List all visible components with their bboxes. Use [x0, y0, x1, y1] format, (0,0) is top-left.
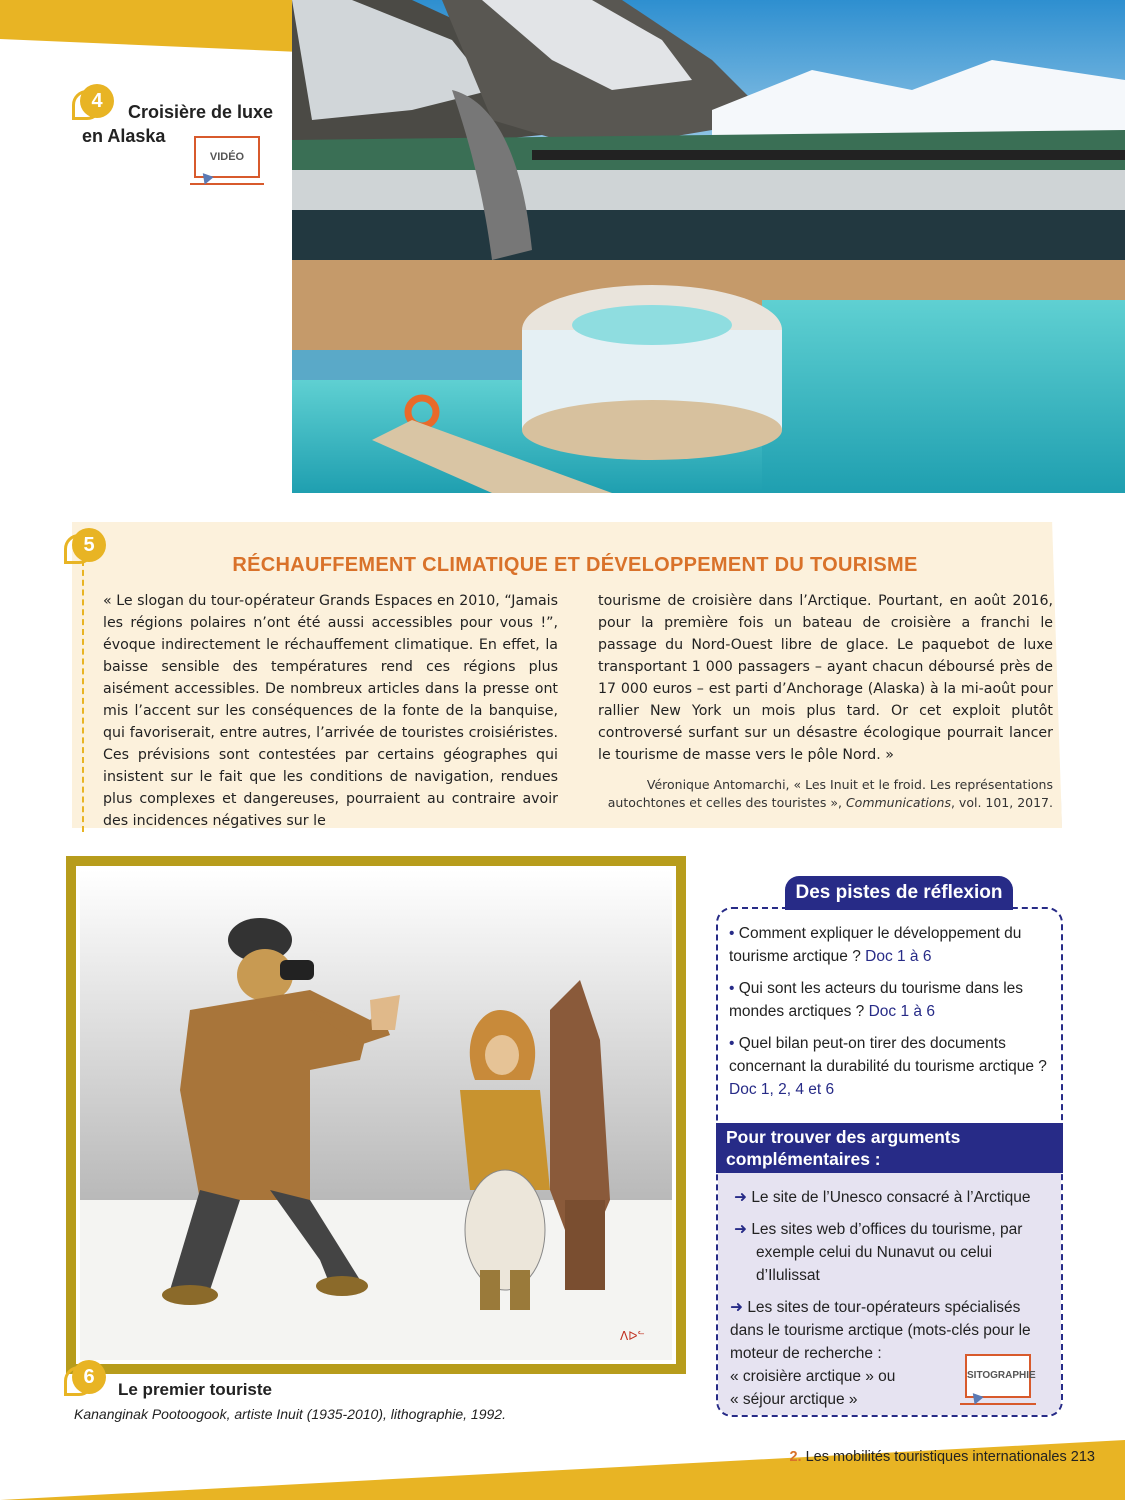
pistes-item-text: Comment expliquer le développement du tourisme arctique ? — [729, 925, 1022, 965]
bullet-icon: • — [729, 980, 735, 997]
doc5-text-left: « Le slogan du tour-opérateur Grands Espaces en 2010, “Jamais les régions polaires n’ont été aussi accessibles pour vous !”, évoque indirectement le réchauffement climatique. En effet, la baisse sensible des températures rend ces régions plus aisément accessibles. De nombreux articles dans la presse ont mis l’accent sur les conséquences de la fonte de la banquise, qui favoriserait, entre autres, l’arrivée de touristes croisiéristes. Ces prévisions sont contestées par certains géographes qui insistent sur le fait que les conditions de navigation, rendues plus complexes et dangereuses, pourraient au contraire avoir des incidences négatives sur le — [103, 593, 558, 829]
arguments-item-text: Les sites web d’offices du tourisme, par exemple celui du Nunavut ou celui d’Ilulissat — [751, 1221, 1023, 1284]
video-label: VIDÉO — [209, 151, 245, 163]
top-corner-band — [0, 0, 300, 52]
doc5-source-line2a: autochtones et celles des touristes », — [607, 795, 846, 810]
doc4-title-line1: Croisière de luxe — [128, 102, 274, 122]
artwork-lithograph — [80, 870, 672, 1360]
pistes-item-ref[interactable]: Doc 1, 2, 4 et 6 — [729, 1081, 835, 1098]
footer-chapter-title: Les mobilités touristiques internationales — [805, 1449, 1067, 1465]
pistes-item-text: Quel bilan peut-on tirer des documents concernant la durabilité du tourisme arctique ? — [729, 1035, 1047, 1075]
sitographie-underline — [960, 1403, 1036, 1405]
doc5-source — [598, 776, 1053, 812]
arrow-right-icon: ➜ — [734, 1221, 747, 1238]
doc4-title-line2: en Alaska — [82, 126, 166, 146]
arguments-item-text: Les sites de tour-opérateurs spécialisés dans le tourisme arctique (mots-clés pour le moteur de recherche : — [730, 1299, 1031, 1362]
pistes-item-ref[interactable]: Doc 1 à 6 — [865, 948, 932, 965]
pistes-list — [729, 922, 1049, 1110]
doc5-dashed-line — [82, 560, 84, 832]
bullet-icon: • — [729, 925, 735, 942]
doc4-number: 4 — [80, 84, 114, 118]
pistes-title: Des pistes de réflexion — [785, 876, 1013, 910]
arrow-right-icon: ➜ — [734, 1189, 747, 1206]
doc5-text-right: tourisme de croisière dans l’Arctique. Pourtant, en août 2016, pour la première fois un bateau de croisière a franchi le passage du Nord-Ouest libre de glace. Le paquebot de luxe transportant 1 000 passagers – ayant chacun déboursé près de 17 000 euros – est parti d’Anchorage (Alaska) à la mi-août pour rallier New York un mois plus tard. Or cet exploit plutôt controversé surfant sur un désastre écologique pourrait lancer le tourisme de masse vers le pôle Nord. » — [598, 593, 1053, 763]
pistes-item — [729, 1032, 1049, 1101]
arguments-title: Pour trouver des arguments complémentaires : — [716, 1123, 1063, 1173]
sitographie-label: SITOGRAPHIE — [967, 1370, 1036, 1381]
cruise-photo — [292, 0, 1125, 493]
page-footer — [789, 1449, 1095, 1465]
video-underline — [190, 183, 264, 185]
footer-page-number: 213 — [1070, 1449, 1095, 1465]
arguments-item — [730, 1186, 1050, 1209]
doc6-caption: Kananginak Pootoogook, artiste Inuit (1935-2010), lithographie, 1992. — [74, 1406, 506, 1422]
arguments-keyword1: « croisière arctique » ou — [730, 1368, 896, 1385]
doc6-number: 6 — [72, 1360, 106, 1394]
pistes-item — [729, 977, 1049, 1023]
arguments-item — [730, 1218, 1050, 1287]
doc5-source-line1: Véronique Antomarchi, « Les Inuit et le froid. Les représentations — [646, 777, 1053, 792]
bullet-icon: • — [729, 1035, 735, 1052]
doc6-number-badge — [64, 1360, 104, 1398]
svg-text:ᐱᐅᓪ: ᐱᐅᓪ — [620, 1329, 645, 1343]
doc5-source-line2b: , vol. 101, 2017. — [950, 795, 1053, 810]
footer-chapter-number: 2. — [789, 1449, 802, 1465]
pistes-item-ref[interactable]: Doc 1 à 6 — [868, 1003, 935, 1020]
arguments-keyword2: « séjour arctique » — [730, 1391, 858, 1408]
doc5-source-journal: Communications — [845, 795, 951, 810]
doc6-title: Le premier touriste — [118, 1380, 272, 1399]
doc5-number: 5 — [72, 528, 106, 562]
pistes-item-text: Qui sont les acteurs du tourisme dans les mondes arctiques ? — [729, 980, 1024, 1020]
arguments-item-text: Le site de l’Unesco consacré à l’Arctique — [751, 1189, 1031, 1206]
doc5-title: RÉCHAUFFEMENT CLIMATIQUE ET DÉVELOPPEMENT DU TOURISME — [232, 554, 918, 576]
artwork-frame — [66, 856, 686, 1374]
pistes-item — [729, 922, 1049, 968]
arrow-right-icon: ➜ — [730, 1299, 743, 1316]
